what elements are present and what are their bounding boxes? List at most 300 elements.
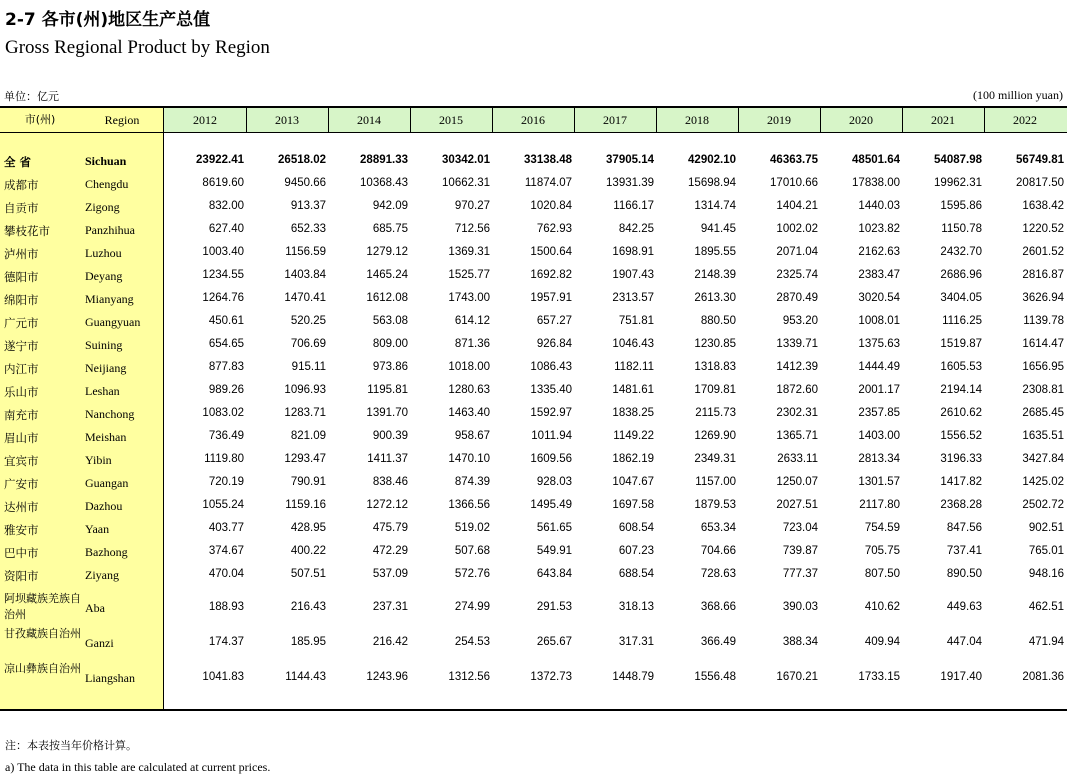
gdp-value: 1465.24 <box>366 269 408 281</box>
gdp-value: 388.34 <box>782 636 818 648</box>
gdp-value: 1907.43 <box>612 269 654 281</box>
table-row <box>0 269 1067 292</box>
gdp-value: 563.08 <box>372 315 408 327</box>
gdp-value: 1264.76 <box>202 292 244 304</box>
gdp-value: 1448.79 <box>612 671 654 683</box>
gdp-value: 400.22 <box>290 545 326 557</box>
gdp-value: 561.65 <box>536 522 572 534</box>
gdp-value: 2162.63 <box>858 246 900 258</box>
gdp-value: 10662.31 <box>442 177 490 189</box>
header-year: 2019 <box>767 113 791 127</box>
gdp-value: 821.09 <box>290 430 326 442</box>
gdp-value: 2148.39 <box>694 269 736 281</box>
gdp-value: 1404.21 <box>776 200 818 212</box>
gdp-value: 520.25 <box>290 315 326 327</box>
gdp-value: 23922.41 <box>196 154 244 166</box>
gdp-value: 237.31 <box>372 601 408 613</box>
gdp-value: 653.34 <box>700 522 736 534</box>
region-name-cn: 遂宁市 <box>4 339 39 353</box>
region-name-cn: 雅安市 <box>4 523 39 537</box>
region-name-cn: 内江市 <box>4 362 39 376</box>
gdp-value: 790.91 <box>290 476 326 488</box>
gdp-value: 1605.53 <box>940 361 982 373</box>
gdp-value: 3196.33 <box>940 453 982 465</box>
gdp-value: 1481.61 <box>612 384 654 396</box>
region-name-cn: 宜宾市 <box>4 454 39 468</box>
header-year: 2015 <box>439 113 463 127</box>
table-row <box>0 545 1067 568</box>
gdp-value: 2816.87 <box>1022 269 1064 281</box>
gdp-value: 1500.64 <box>530 246 572 258</box>
gdp-value: 2349.31 <box>694 453 736 465</box>
region-name-en: Neijiang <box>85 361 127 375</box>
gdp-value: 1692.82 <box>530 269 572 281</box>
gdp-value: 216.43 <box>290 601 326 613</box>
region-name-en: Ganzi <box>85 636 114 650</box>
gdp-value: 1838.25 <box>612 407 654 419</box>
region-name-en: Liangshan <box>85 671 135 685</box>
gdp-value: 265.67 <box>536 636 572 648</box>
gdp-value: 54087.98 <box>934 154 982 166</box>
gdp-value: 254.53 <box>454 636 490 648</box>
gdp-value: 20817.50 <box>1016 177 1064 189</box>
gdp-value: 1592.97 <box>530 407 572 419</box>
table-row <box>0 407 1067 430</box>
gdp-value: 877.83 <box>208 361 244 373</box>
gdp-value: 989.26 <box>208 384 244 396</box>
gdp-value: 1733.15 <box>858 671 900 683</box>
gdp-value: 1335.40 <box>530 384 572 396</box>
gdp-value: 685.75 <box>372 223 408 235</box>
gdp-value: 1403.84 <box>284 269 326 281</box>
gdp-value: 449.63 <box>946 601 982 613</box>
gdp-value: 317.31 <box>618 636 654 648</box>
gdp-value: 17838.00 <box>852 177 900 189</box>
header-separator <box>492 107 493 133</box>
gdp-value: 1055.24 <box>202 499 244 511</box>
gdp-value: 1375.63 <box>858 338 900 350</box>
gdp-value: 48501.64 <box>852 154 900 166</box>
gdp-value: 471.94 <box>1028 636 1064 648</box>
gdp-value: 2313.57 <box>612 292 654 304</box>
region-name-en: Sichuan <box>85 154 127 168</box>
table-row <box>0 246 1067 269</box>
gdp-value: 3020.54 <box>858 292 900 304</box>
gdp-value: 973.86 <box>372 361 408 373</box>
gdp-value: 657.27 <box>536 315 572 327</box>
gdp-value: 2613.30 <box>694 292 736 304</box>
gdp-value: 274.99 <box>454 601 490 613</box>
gdp-value: 9450.66 <box>284 177 326 189</box>
gdp-value: 1269.90 <box>694 430 736 442</box>
region-name-en: Luzhou <box>85 246 122 260</box>
gdp-value: 2027.51 <box>776 499 818 511</box>
gdp-value: 1230.85 <box>694 338 736 350</box>
table-row <box>0 361 1067 384</box>
gdp-value: 1182.11 <box>614 361 654 373</box>
gdp-value: 1366.56 <box>448 499 490 511</box>
region-name-cn: 全 省 <box>4 155 32 169</box>
region-name-cn: 德阳市 <box>4 270 39 284</box>
header-separator <box>410 107 411 133</box>
table-row <box>0 568 1067 591</box>
gdp-value: 1301.57 <box>858 476 900 488</box>
table-row <box>0 499 1067 522</box>
header-year: 2017 <box>603 113 627 127</box>
header-year: 2016 <box>521 113 545 127</box>
gdp-value: 3427.84 <box>1022 453 1064 465</box>
header-year: 2013 <box>275 113 299 127</box>
gdp-value: 842.25 <box>618 223 654 235</box>
gdp-value: 1635.51 <box>1022 430 1064 442</box>
gdp-value: 1525.77 <box>448 269 490 281</box>
gdp-value: 291.53 <box>536 601 572 613</box>
region-name-en: Mianyang <box>85 292 134 306</box>
gdp-value: 765.01 <box>1028 545 1064 557</box>
gdp-value: 2685.45 <box>1022 407 1064 419</box>
header-year: 2020 <box>849 113 873 127</box>
gdp-value: 1250.07 <box>776 476 818 488</box>
gdp-value: 712.56 <box>454 223 490 235</box>
gdp-value: 30342.01 <box>442 154 490 166</box>
region-name-cn: 眉山市 <box>4 431 39 445</box>
gdp-value: 1096.93 <box>284 384 326 396</box>
gdp-value: 519.02 <box>454 522 490 534</box>
table-row <box>0 476 1067 499</box>
gdp-value: 1895.55 <box>694 246 736 258</box>
gdp-value: 10368.43 <box>360 177 408 189</box>
gdp-value: 1279.12 <box>366 246 408 258</box>
gdp-value: 832.00 <box>208 200 244 212</box>
region-name-en: Guangyuan <box>85 315 141 329</box>
gdp-value: 643.84 <box>536 568 572 580</box>
gdp-value: 1149.22 <box>613 430 654 442</box>
region-name-cn: 自贡市 <box>4 201 39 215</box>
gdp-value: 1556.48 <box>694 671 736 683</box>
page-title: 2-7 各市(州)地区生产总值 <box>5 10 211 30</box>
gdp-value: 17010.66 <box>770 177 818 189</box>
gdp-value: 2633.11 <box>777 453 818 465</box>
gdp-value: 1011.94 <box>531 430 572 442</box>
gdp-value: 549.91 <box>536 545 572 557</box>
header-separator <box>984 107 985 133</box>
gdp-value: 2194.14 <box>940 384 982 396</box>
gdp-value: 871.36 <box>454 338 490 350</box>
gdp-value: 688.54 <box>618 568 654 580</box>
region-name-en: Chengdu <box>85 177 129 191</box>
gdp-value: 410.62 <box>864 601 900 613</box>
table-row <box>0 384 1067 407</box>
region-name-cn: 阿坝藏族羌族自治州 <box>4 592 81 621</box>
gdp-value: 1365.71 <box>776 430 818 442</box>
region-name-cn: 广元市 <box>4 316 39 330</box>
gdp-value: 42902.10 <box>688 154 736 166</box>
gdp-value: 1372.73 <box>530 671 572 683</box>
gdp-value: 11874.07 <box>524 177 572 189</box>
region-name-en: Panzhihua <box>85 223 135 237</box>
gdp-value: 450.61 <box>208 315 244 327</box>
gdp-value: 2813.34 <box>858 453 900 465</box>
gdp-value: 1698.91 <box>612 246 654 258</box>
unit-label-cn: 单位：亿元 <box>4 90 59 103</box>
gdp-value: 1086.43 <box>530 361 572 373</box>
gdp-value: 1391.70 <box>366 407 408 419</box>
gdp-value: 2383.47 <box>858 269 900 281</box>
gdp-value: 318.13 <box>618 601 654 613</box>
gdp-value: 2325.74 <box>776 269 818 281</box>
gdp-value: 1318.83 <box>694 361 736 373</box>
gdp-value: 627.40 <box>208 223 244 235</box>
region-name-en: Deyang <box>85 269 123 283</box>
header-region: Region <box>104 113 140 127</box>
gdp-value: 572.76 <box>454 568 490 580</box>
region-name-en: Aba <box>85 601 105 615</box>
gdp-value: 1638.42 <box>1022 200 1064 212</box>
gdp-value: 366.49 <box>700 636 736 648</box>
gdp-value: 1709.81 <box>694 384 736 396</box>
gdp-value: 926.84 <box>536 338 572 350</box>
gdp-value: 900.39 <box>372 430 408 442</box>
gdp-value: 838.46 <box>372 476 408 488</box>
gdp-value: 472.29 <box>372 545 408 557</box>
footnote-en: a) The data in this table are calculated at current prices. <box>5 760 271 774</box>
gdp-value: 428.95 <box>290 522 326 534</box>
gdp-value: 2601.52 <box>1022 246 1064 258</box>
region-name-cn: 泸州市 <box>4 247 39 261</box>
gdp-value: 3404.05 <box>940 292 982 304</box>
gdp-value: 607.23 <box>618 545 654 557</box>
gdp-value: 507.68 <box>454 545 490 557</box>
gdp-value: 13931.39 <box>606 177 654 189</box>
gdp-value: 1440.03 <box>858 200 900 212</box>
table-row <box>0 223 1067 246</box>
region-name-cn: 攀枝花市 <box>4 224 50 238</box>
gdp-value: 174.37 <box>208 636 244 648</box>
gdp-value: 736.49 <box>208 430 244 442</box>
gdp-value: 1272.12 <box>366 499 408 511</box>
gdp-value: 928.03 <box>536 476 572 488</box>
gdp-value: 1495.49 <box>530 499 572 511</box>
gdp-value: 777.37 <box>782 568 818 580</box>
gdp-value: 8619.60 <box>202 177 244 189</box>
gdp-value: 1879.53 <box>694 499 736 511</box>
gdp-value: 185.95 <box>290 636 326 648</box>
gdp-value: 706.69 <box>290 338 326 350</box>
gdp-value: 762.93 <box>536 223 572 235</box>
gdp-value: 1444.49 <box>858 361 900 373</box>
gdp-value: 1144.43 <box>285 671 326 683</box>
header-year: 2012 <box>193 113 217 127</box>
gdp-value: 1002.02 <box>776 223 818 235</box>
footnote-cn: 注：本表按当年价格计算。 <box>5 739 137 752</box>
region-name-cn: 绵阳市 <box>4 293 39 307</box>
region-name-en: Ziyang <box>85 568 119 582</box>
gdp-value: 1463.40 <box>448 407 490 419</box>
region-name-en: Bazhong <box>85 545 128 559</box>
gdp-value: 1609.56 <box>530 453 572 465</box>
region-name-en: Yaan <box>85 522 110 536</box>
table-row <box>0 661 1067 696</box>
gdp-value: 1656.95 <box>1022 361 1064 373</box>
gdp-value: 704.66 <box>700 545 736 557</box>
gdp-value: 2610.62 <box>940 407 982 419</box>
gdp-value: 1018.00 <box>448 361 490 373</box>
gdp-value: 2302.31 <box>776 407 818 419</box>
gdp-value: 2357.85 <box>858 407 900 419</box>
region-name-en: Dazhou <box>85 499 123 513</box>
region-name-cn: 巴中市 <box>4 546 39 560</box>
gdp-value: 216.42 <box>372 636 408 648</box>
gdp-value: 409.94 <box>864 636 900 648</box>
gdp-value: 1157.00 <box>695 476 736 488</box>
table-row <box>0 453 1067 476</box>
gdp-value: 537.09 <box>372 568 408 580</box>
gdp-value: 847.56 <box>946 522 982 534</box>
gdp-value: 1425.02 <box>1022 476 1064 488</box>
header-separator <box>656 107 657 133</box>
gdp-value: 1293.47 <box>284 453 326 465</box>
gdp-value: 958.67 <box>454 430 490 442</box>
gdp-value: 1083.02 <box>202 407 244 419</box>
gdp-value: 1234.55 <box>202 269 244 281</box>
gdp-value: 739.87 <box>782 545 818 557</box>
gdp-value: 723.04 <box>782 522 818 534</box>
gdp-value: 374.67 <box>208 545 244 557</box>
region-name-en: Yibin <box>85 453 112 467</box>
gdp-value: 915.11 <box>291 361 326 373</box>
gdp-value: 737.41 <box>946 545 982 557</box>
gdp-value: 1156.59 <box>285 246 326 258</box>
gdp-value: 403.77 <box>208 522 244 534</box>
gdp-value: 1412.39 <box>776 361 818 373</box>
region-name-cn: 甘孜藏族自治州 <box>4 627 81 640</box>
gdp-value: 809.00 <box>372 338 408 350</box>
gdp-value: 652.33 <box>290 223 326 235</box>
gdp-value: 2117.80 <box>859 499 900 511</box>
header-separator <box>738 107 739 133</box>
table-row <box>0 626 1067 661</box>
region-name-cn: 达州市 <box>4 500 39 514</box>
region-name-en: Guangan <box>85 476 129 490</box>
gdp-value: 1403.00 <box>858 430 900 442</box>
header-separator <box>902 107 903 133</box>
total-row <box>0 154 1067 177</box>
header-separator <box>574 107 575 133</box>
unit-label-en: (100 million yuan) <box>973 88 1063 102</box>
gdp-value: 728.63 <box>700 568 736 580</box>
gdp-value: 1917.40 <box>940 671 982 683</box>
gdp-value: 1862.19 <box>612 453 654 465</box>
gdp-value: 1280.63 <box>448 384 490 396</box>
gdp-value: 1339.71 <box>776 338 818 350</box>
table-row <box>0 591 1067 626</box>
gdp-value: 1116.25 <box>942 315 982 327</box>
region-name-cn: 资阳市 <box>4 569 39 583</box>
header-year: 2022 <box>1013 113 1037 127</box>
gdp-value: 654.65 <box>208 338 244 350</box>
region-name-cn: 凉山彝族自治州 <box>4 662 81 675</box>
gdp-value: 880.50 <box>700 315 736 327</box>
table-bottom-rule <box>0 709 1067 711</box>
gdp-value: 1046.43 <box>612 338 654 350</box>
gdp-value: 1470.41 <box>284 292 326 304</box>
region-name-cn: 广安市 <box>4 477 39 491</box>
gdp-value: 1166.17 <box>613 200 654 212</box>
gdp-value: 2686.96 <box>940 269 982 281</box>
gdp-value: 1417.82 <box>940 476 982 488</box>
gdp-value: 1556.52 <box>940 430 982 442</box>
gdp-value: 970.27 <box>454 200 490 212</box>
gdp-value: 462.51 <box>1028 601 1064 613</box>
gdp-value: 26518.02 <box>278 154 326 166</box>
header-year: 2014 <box>357 113 381 127</box>
gdp-value: 1612.08 <box>366 292 408 304</box>
gdp-value: 1872.60 <box>776 384 818 396</box>
gdp-value: 1020.84 <box>530 200 572 212</box>
gdp-value: 2071.04 <box>776 246 818 258</box>
gdp-value: 3626.94 <box>1022 292 1064 304</box>
gdp-value: 188.93 <box>208 601 244 613</box>
gdp-value: 28891.33 <box>360 154 408 166</box>
gdp-value: 368.66 <box>700 601 736 613</box>
gdp-value: 1243.96 <box>366 671 408 683</box>
header-year: 2021 <box>931 113 955 127</box>
region-name-cn: 南充市 <box>4 408 39 422</box>
region-name-en: Zigong <box>85 200 120 214</box>
table-row <box>0 430 1067 453</box>
gdp-value: 46363.75 <box>770 154 818 166</box>
table-row <box>0 292 1067 315</box>
gdp-value: 1411.37 <box>367 453 408 465</box>
gdp-value: 2432.70 <box>940 246 982 258</box>
gdp-value: 1119.80 <box>204 453 244 465</box>
gdp-value: 1312.56 <box>448 671 490 683</box>
header-separator <box>328 107 329 133</box>
header-separator <box>246 107 247 133</box>
gdp-value: 2001.17 <box>858 384 900 396</box>
gdp-value: 1470.10 <box>448 453 490 465</box>
gdp-value: 941.45 <box>700 223 736 235</box>
gdp-value: 1697.58 <box>612 499 654 511</box>
gdp-value: 1957.91 <box>530 292 572 304</box>
gdp-value: 390.03 <box>782 601 818 613</box>
gdp-value: 751.81 <box>618 315 654 327</box>
gdp-value: 1159.16 <box>285 499 326 511</box>
region-name-en: Leshan <box>85 384 120 398</box>
gdp-value: 56749.81 <box>1016 154 1064 166</box>
gdp-value: 614.12 <box>454 315 490 327</box>
gdp-value: 2368.28 <box>940 499 982 511</box>
gdp-value: 948.16 <box>1028 568 1064 580</box>
gdp-value: 1139.78 <box>1023 315 1064 327</box>
gdp-value: 608.54 <box>618 522 654 534</box>
gdp-value: 1003.40 <box>202 246 244 258</box>
table-row <box>0 200 1067 223</box>
gdp-value: 705.75 <box>864 545 900 557</box>
gdp-value: 475.79 <box>372 522 408 534</box>
gdp-value: 2870.49 <box>776 292 818 304</box>
gdp-value: 1283.71 <box>284 407 326 419</box>
gdp-value: 1041.83 <box>202 671 244 683</box>
gdp-value: 1150.78 <box>941 223 982 235</box>
region-name-en: Meishan <box>85 430 127 444</box>
gdp-value: 470.04 <box>208 568 244 580</box>
gdp-value: 1743.00 <box>448 292 490 304</box>
gdp-value: 890.50 <box>946 568 982 580</box>
gdp-value: 1047.67 <box>612 476 654 488</box>
region-name-en: Nanchong <box>85 407 135 421</box>
gdp-value: 902.51 <box>1028 522 1064 534</box>
